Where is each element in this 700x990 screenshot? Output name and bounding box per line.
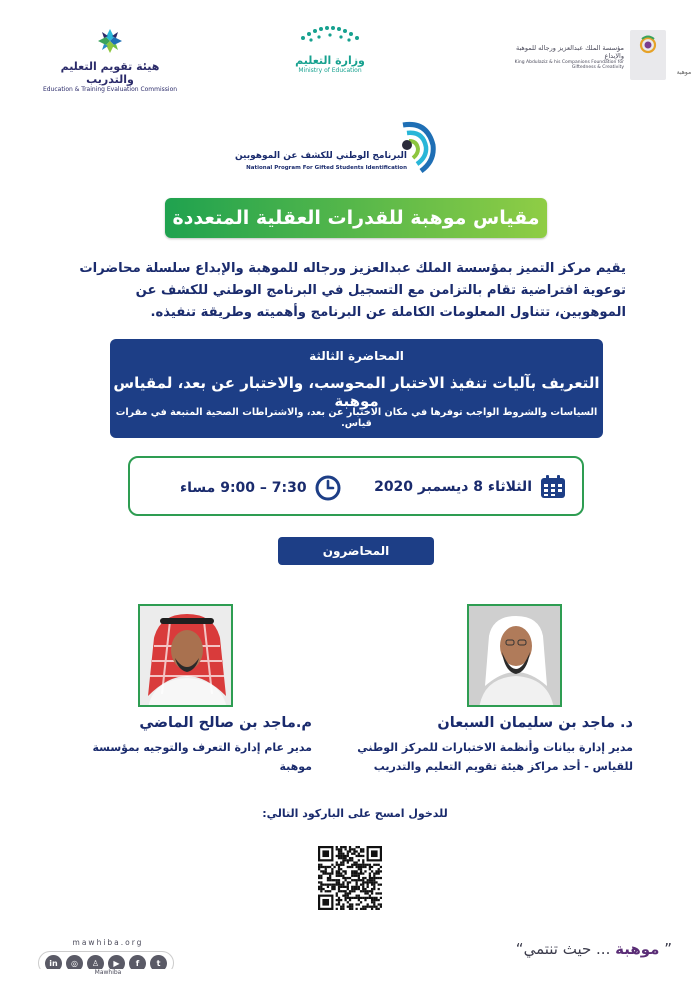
footer-social (38, 938, 178, 978)
lecture-topic: التعريف بآليات تنفيذ الاختبار المحوسب، والاختبار عن بعد، لمقياس موهبة (113, 374, 600, 410)
facebook-icon[interactable]: f (129, 955, 146, 972)
title-banner (165, 198, 547, 238)
qr-code[interactable] (318, 846, 382, 910)
speaker-1-name: د. ماجد بن سليمان السبعان (437, 715, 633, 731)
intro-paragraph: يقيم مركز التميز بمؤسسة الملك عبدالعزيز ورجاله للموهبة والإبداع سلسلة محاضرات توعوية افتراضية تقام بالتزامن مع التسجيل في البرنامج الوطني للكشف عن الموهوبين، تتناول المعلومات الكاملة عن البرنامج وأهميته وطريقة تنفيذه. (79, 261, 626, 320)
lecture-details: السياسات والشروط الواجب توفرها في مكان الاختبار عن بعد، والاشتراطات الصحية المتبعة في مقرات قياس. (115, 407, 598, 429)
mawhiba-foundation-logo (495, 30, 692, 80)
slogan-brand: موهبة (615, 940, 660, 958)
mawhiba-badge (630, 30, 692, 80)
footer-slogan (516, 940, 672, 958)
speaker-1-portrait (469, 606, 562, 707)
moe-name-ar: وزارة التعليم (295, 54, 365, 67)
moe-logo (280, 26, 380, 82)
moe-logo-icon (299, 26, 361, 48)
speaker-1-role-line-2: للقياس - أحد مراكز هيئة تقويم التعليم والتدريب (373, 760, 633, 773)
slogan-quote-open: ” (664, 940, 672, 958)
speaker-1-photo (467, 604, 562, 707)
qr-instruction: للدخول امسح على الباركود التالي: (262, 807, 448, 820)
schedule-time (180, 475, 341, 501)
clock-icon (315, 475, 341, 501)
twitter-icon[interactable]: t (150, 955, 167, 972)
mawhiba-name-ar: مؤسسة الملك عبدالعزيز ورجاله للموهبة والإبداع (515, 44, 624, 60)
lecture-number: المحاضرة الثالثة (309, 349, 404, 363)
schedule-date (374, 475, 566, 499)
social-handle: Mawhiba (38, 969, 178, 976)
lecture-box (110, 339, 603, 438)
speaker-2-name: م.ماجد بن صالح الماضي (139, 715, 312, 731)
youtube-icon[interactable]: ▶ (108, 955, 125, 972)
instagram-icon[interactable]: ◎ (66, 955, 83, 972)
website-url[interactable]: mawhiba.org (72, 938, 144, 947)
time-text: 7:30 – 9:00 مساء (180, 480, 307, 496)
mawhiba-badge-label: موهبة (676, 69, 692, 76)
snapchat-icon[interactable]: ♙ (87, 955, 104, 972)
national-program-name-ar: البرنامج الوطني للكشف عن الموهوبين (234, 151, 407, 161)
mawhiba-name-en: King Abdulaziz & his Companions Foundation for Giftedness & Creativity (514, 60, 624, 70)
national-program-logo (234, 115, 455, 175)
page-title: مقياس موهبة للقدرات العقلية المتعددة (172, 207, 540, 229)
speaker-2-role (62, 738, 312, 776)
linkedin-icon[interactable]: in (45, 955, 62, 972)
mawhiba-mark-icon (630, 30, 666, 60)
speaker-1-role (343, 738, 633, 776)
speaker-2-portrait (140, 606, 233, 707)
date-text: الثلاثاء 8 ديسمبر 2020 (374, 479, 532, 495)
national-program-name-en: National Program For Gifted Students Identification (246, 165, 407, 171)
etec-name-en: Education & Training Evaluation Commission (42, 86, 178, 93)
schedule-box (128, 456, 584, 516)
moe-name-en: Ministry of Education (298, 67, 362, 74)
etec-name-ar: هيئة تقويم التعليم والتدريب (60, 60, 160, 86)
etec-logo-icon (90, 28, 130, 54)
calendar-icon (540, 475, 566, 499)
speaker-2-role-line-1: مدير عام إدارة التعرف والتوجيه بمؤسسة موهبة (92, 741, 312, 773)
speaker-2-photo (138, 604, 233, 707)
slogan-rest: ... حيث تنتمي (523, 940, 611, 958)
speaker-1-role-line-1: مدير إدارة بيانات وأنظمة الاختبارات للمركز الوطني (357, 741, 633, 754)
slogan-quote-close: “ (515, 940, 524, 958)
speakers-heading: المحاضرون (278, 537, 434, 565)
etec-logo (40, 28, 180, 93)
